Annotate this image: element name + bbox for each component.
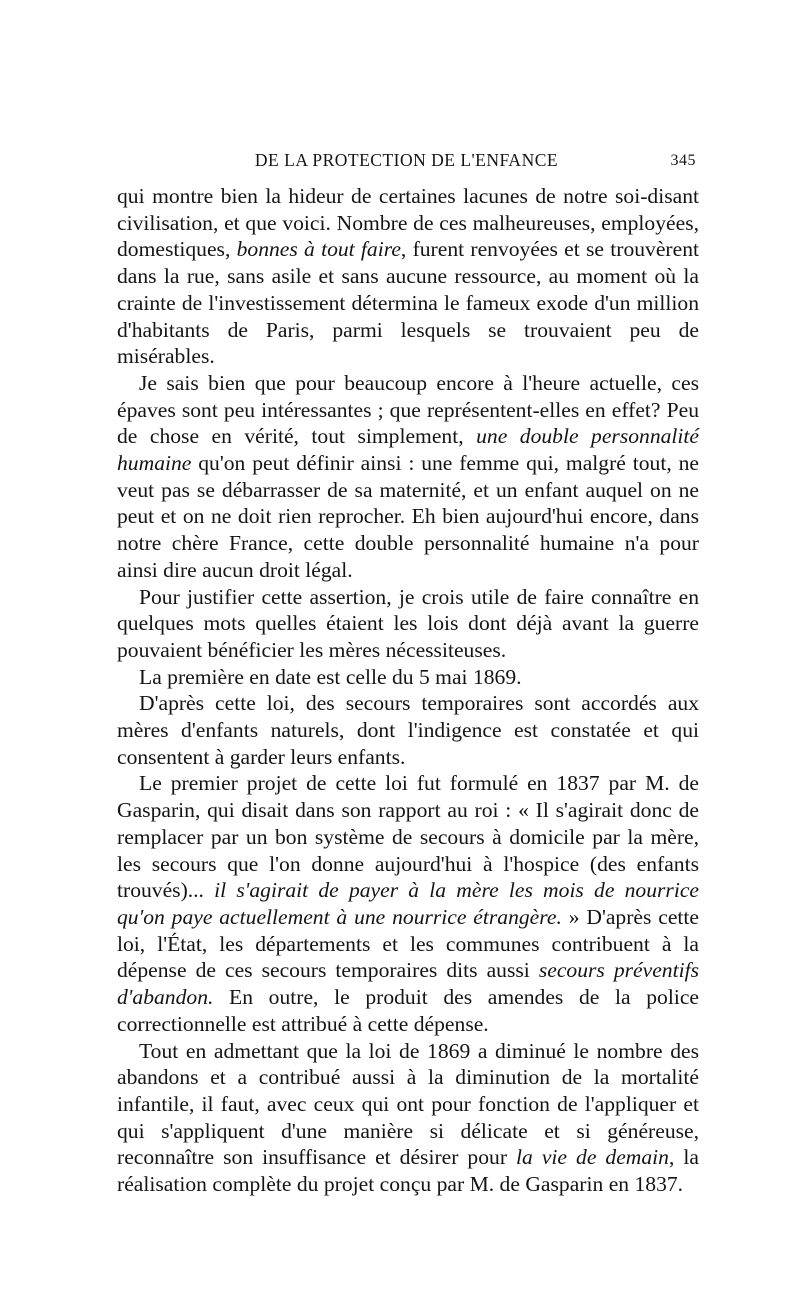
italic-text: secours préventifs d'abandon. <box>117 958 699 1010</box>
italic-text: la vie de demain <box>516 1145 669 1170</box>
text-run: qu'on peut définir ainsi : une femme qui, malgré tout, ne veut pas se débarrasser de sa maternité, et un enfant auquel on ne peut et on ne doit rien reprocher. Eh bien aujourd'hui encore, dans notre chère France, cette double personnalité humaine n'a pour ainsi dire aucun droit légal. <box>117 451 699 582</box>
italic-text: il s'agirait de payer à la mère les mois de nourrice qu'on paye actuellement à une nourrice étrangère. <box>117 878 699 929</box>
text-run: , la réalisation complète du projet conçu par M. de Gasparin en 1837. <box>117 1145 699 1197</box>
paragraph-7 <box>117 1038 699 1198</box>
paragraph-3 <box>117 584 699 664</box>
running-title: DE LA PROTECTION DE L'ENFANCE <box>254 150 559 170</box>
text-run: , furent renvoyées et se trouvèrent dans la rue, sans asile et sans aucune ressource, au moment où la crainte de l'investissement détermina le fameux exode d'un million d'habitants de Paris, parmi lesquels se trouvaient peu de misérables. <box>117 237 699 369</box>
text-run: qui montre bien la hideur de certaines lacunes de notre soi-disant civilisation, et que voici. Nombre de ces malheureuses, employées, domestiques, <box>117 184 699 262</box>
text-run: » D'après cette loi, l'État, les départements et les communes contribuent à la dépense de ces secours temporaires dits aussi <box>117 904 699 983</box>
italic-text: une double personnalité humaine <box>117 424 699 476</box>
paragraph-5 <box>117 690 699 770</box>
running-head <box>117 146 696 176</box>
paragraph-1 <box>117 183 699 370</box>
italic-text: bonnes à tout faire <box>236 237 401 262</box>
paragraph-6 <box>117 770 699 1037</box>
body-text <box>117 183 699 1198</box>
text-run: Pour justifier cette assertion, je crois utile de faire connaître en quelques mots quelles étaient les lois dont déjà avant la guerre pouvaient bénéficier les mères nécessiteuses. <box>117 584 699 662</box>
text-run: D'après cette loi, des secours temporaires sont accordés aux mères d'enfants naturels, dont l'indigence est constatée et qui consentent à garder leurs enfants. <box>117 691 699 769</box>
text-run: Le premier projet de cette loi fut formulé en 1837 par M. de Gasparin, qui disait dans son rapport au roi : « Il s'agirait donc de remplacer par un bon système de secours à domicile par la mère, les secours que l'on donne aujourd'hui à l'hospice (des enfants trouvés)... <box>117 771 699 903</box>
paragraph-2 <box>117 370 699 584</box>
text-run: Je sais bien que pour beaucoup encore à l'heure actuelle, ces épaves sont peu intéressantes ; que représentent-elles en effet? Peu de chose en vérité, tout simplement, <box>117 370 699 449</box>
text-run: En outre, le produit des amendes de la police correctionnelle est attribué à cette dépense. <box>117 985 699 1036</box>
page-number: 345 <box>670 152 696 169</box>
text-run: La première en date est celle du 5 mai 1869. <box>139 664 522 689</box>
text-run: Tout en admettant que la loi de 1869 a diminué le nombre des abandons et a contribué aussi à la diminution de la mortalité infantile, il faut, avec ceux qui ont pour fonction de l'appliquer et qui s'appliquent d'une manière si délicate et si généreuse, reconnaître son insuffisance et désirer pour <box>117 1038 699 1170</box>
paragraph-4 <box>117 664 699 691</box>
